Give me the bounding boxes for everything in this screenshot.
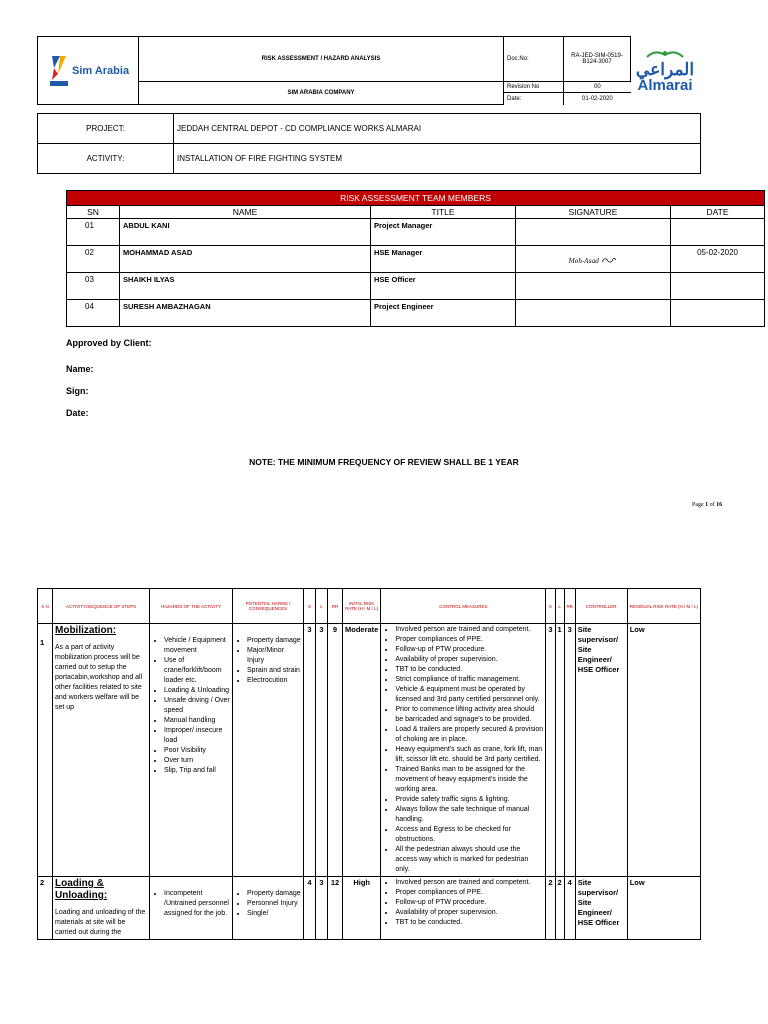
risk-sn: 1 (38, 624, 53, 877)
risk-header-l: L (316, 589, 328, 624)
team-header-sn: SN (67, 206, 120, 219)
team-sn: 02 (67, 246, 120, 273)
risk-hazards (150, 877, 233, 940)
team-name: SHAIKH ILYAS (120, 273, 371, 300)
harm-item: • Single/ (247, 909, 301, 919)
hazard-item: • Use of crane/forklift/boom loader etc. (164, 656, 230, 686)
page-total: 16 (716, 502, 723, 508)
risk-header-hazards: HAZARDS OF THE ACTIVITY (150, 589, 233, 624)
risk-activity-title: Mobilization: (55, 625, 117, 636)
risk-header-activity: ACTIVITY/SEQUENCE OF STEPS (53, 589, 150, 624)
team-row (67, 219, 765, 246)
risk-header-l2: L (555, 589, 564, 624)
hazard-item: • Improper/ insecure load (164, 726, 230, 746)
team-signature (516, 219, 671, 246)
team-title: Project Engineer (371, 300, 516, 327)
team-header-signature: SIGNATURE (516, 206, 671, 219)
control-item: • TBT to be conducted. (395, 665, 543, 675)
team-sn: 04 (67, 300, 120, 327)
control-item: • Availability of proper supervision. (395, 908, 543, 918)
almarai-leaf-icon (645, 49, 685, 59)
doc-no-value: RA-JED-SIM-0519-B124-3007 (564, 37, 631, 82)
hazard-item: • Loading & Unloading (164, 686, 230, 696)
page-of: of (709, 502, 715, 508)
page-number (692, 502, 722, 508)
team-signature (516, 273, 671, 300)
company-logo-cell (38, 37, 139, 105)
hazard-item: • Unsafe driving / Over speed (164, 696, 230, 716)
risk-residual-rate: Low (627, 624, 700, 877)
date-label: Date: (504, 93, 564, 105)
document-title: RISK ASSESSMENT / HAZARD ANALYSIS (139, 37, 504, 82)
activity-label: ACTIVITY: (38, 144, 174, 174)
approval-date-label: Date: (66, 408, 89, 418)
risk-header-s2: S (546, 589, 555, 624)
control-item: • Proper compliances of PPE. (395, 635, 543, 645)
approved-by-label: Approved by Client: (66, 338, 152, 348)
control-item: • Involved person are trained and competent. (395, 625, 543, 635)
hazard-item: • Manual handling (164, 716, 230, 726)
company-logo-text: Sim Arabia (72, 64, 130, 77)
risk-header-controls: CONTROL MEASURES (381, 589, 546, 624)
approval-name-label: Name: (66, 364, 94, 374)
risk-row (38, 877, 701, 940)
team-name: ABDUL KANI (120, 219, 371, 246)
risk-l2: 2 (555, 877, 564, 940)
risk-controller: Site supervisor/ Site Engineer/ HSE Officer (575, 624, 627, 877)
harm-item: • Electrocution (247, 676, 301, 686)
risk-header-rr2: RR (564, 589, 575, 624)
risk-harms (233, 624, 304, 877)
harm-item: • Property damage (247, 636, 301, 646)
sim-arabia-logo-icon (48, 54, 70, 88)
hazard-item: • Incompetent /Untrained personnel assigned for the job. (164, 889, 230, 919)
team-name: MOHAMMAD ASAD (120, 246, 371, 273)
team-row (67, 300, 765, 327)
control-item: • Always follow the safe technique of manual handling. (395, 805, 543, 825)
activity-value: INSTALLATION OF FIRE FIGHTING SYSTEM (174, 144, 701, 174)
risk-activity (53, 877, 150, 940)
control-item: • All the pedestrian always should use the access way which is marked for pedestrian only. (395, 845, 543, 875)
revision-value: 00 (564, 82, 631, 93)
control-item: • Follow-up of PTW procedure. (395, 645, 543, 655)
risk-header-s: S (304, 589, 316, 624)
control-item: • Heavy equipment's such as crane, fork lift, man lift, scissor lift etc. should be 3rd party certified. (395, 745, 543, 765)
signature-text: Moh-Asad (568, 257, 600, 265)
risk-header-harms: POTENTIAL HARMS / CONSEQUENCES (233, 589, 304, 624)
hazard-item: • Slip, Trip and fall (164, 766, 230, 776)
risk-rr: 12 (328, 877, 343, 940)
risk-residual-rate: Low (627, 877, 700, 940)
team-header-title: TITLE (371, 206, 516, 219)
risk-l: 3 (316, 877, 328, 940)
meta-subgrid (504, 82, 631, 105)
team-row (67, 246, 765, 273)
control-item: • Provide safety traffic signs & lighting. (395, 795, 543, 805)
team-date (671, 273, 765, 300)
risk-s: 3 (304, 624, 316, 877)
risk-controller: Site supervisor/ Site Engineer/ HSE Officer (575, 877, 627, 940)
harm-item: • Personnel Injury (247, 899, 301, 909)
risk-header-sn: S N (38, 589, 53, 624)
control-item: • Load & trailers are properly secured & provision of choking are in place. (395, 725, 543, 745)
control-item: • Access and Egress to be checked for obstructions. (395, 825, 543, 845)
control-item: • Availability of proper supervision. (395, 655, 543, 665)
team-banner: RISK ASSESSMENT TEAM MEMBERS (67, 191, 765, 206)
signature-scribble-icon (601, 256, 617, 264)
risk-controls (381, 624, 546, 877)
approval-sign-label: Sign: (66, 386, 89, 396)
risk-activity-desc: Loading and unloading of the materials at site will be carried out during the (55, 909, 146, 936)
risk-initial-rate: Moderate (343, 624, 381, 877)
team-members-table (66, 190, 765, 327)
document-subtitle: SIM ARABIA COMPANY (139, 82, 504, 105)
risk-assessment-table (37, 588, 701, 940)
control-item: • Proper compliances of PPE. (395, 888, 543, 898)
risk-s2: 2 (546, 877, 555, 940)
harm-item: • Property damage (247, 889, 301, 899)
team-date (671, 219, 765, 246)
date-value: 01-02-2020 (564, 93, 631, 105)
control-item: • Trained Banks man to be assigned for the movement of heavy equipment's inside the working area. (395, 765, 543, 795)
team-signature (516, 300, 671, 327)
risk-hazards (150, 624, 233, 877)
risk-sn: 2 (38, 877, 53, 940)
risk-s: 4 (304, 877, 316, 940)
project-info-table (37, 113, 701, 174)
client-logo-cell (631, 37, 700, 105)
hazard-item: • Poor Visibility (164, 746, 230, 756)
risk-activity-desc: As a part of activity mobilization process will be carried out to setup the portacabin,workshop and all other facilities related to site and workers welfare will be set up (55, 644, 143, 711)
team-header-date: DATE (671, 206, 765, 219)
team-row (67, 273, 765, 300)
risk-l2: 1 (555, 624, 564, 877)
client-logo-arabic: المراعي (635, 59, 695, 79)
team-title: Project Manager (371, 219, 516, 246)
team-sn: 01 (67, 219, 120, 246)
hazard-item: • Vehicle / Equipment movement (164, 636, 230, 656)
harm-item: • Sprain and strain (247, 666, 301, 676)
risk-rr2: 3 (564, 624, 575, 877)
project-label: PROJECT: (38, 114, 174, 144)
review-note: NOTE: THE MINIMUM FREQUENCY OF REVIEW SHALL BE 1 YEAR (249, 457, 519, 467)
team-date: 05-02-2020 (671, 246, 765, 273)
team-name: SURESH AMBAZHAGAN (120, 300, 371, 327)
team-sn: 03 (67, 273, 120, 300)
harm-item: • Major/Minor Injury (247, 646, 301, 666)
control-item: • Follow-up of PTW procedure. (395, 898, 543, 908)
control-item: • Strict compliance of traffic management. (395, 675, 543, 685)
risk-header-residual: RESIDUAL RISK RATE (H / M / L) (627, 589, 700, 624)
risk-controls (381, 877, 546, 940)
risk-row (38, 624, 701, 877)
page-current: 1 (705, 502, 709, 508)
project-value: JEDDAH CENTRAL DEPOT - CD COMPLIANCE WORKS ALMARAI (174, 114, 701, 144)
risk-initial-rate: High (343, 877, 381, 940)
control-item: • Involved person are trained and competent. (395, 878, 543, 888)
risk-rr2: 4 (564, 877, 575, 940)
page-prefix: Page (692, 502, 704, 508)
risk-header-controller: CONTROLLER (575, 589, 627, 624)
team-signature (516, 246, 671, 273)
document-header (37, 36, 699, 105)
risk-header-rr: RR (328, 589, 343, 624)
risk-harms (233, 877, 304, 940)
team-title: HSE Manager (371, 246, 516, 273)
risk-rr: 9 (328, 624, 343, 877)
team-header-name: NAME (120, 206, 371, 219)
risk-header-initial: INITAL RISK RATE (H / M / L) (343, 589, 381, 624)
risk-activity-title: Loading & Unloading: (55, 878, 108, 901)
revision-label: Revision No (504, 82, 564, 93)
hazard-item: • Over turn (164, 756, 230, 766)
risk-l: 3 (316, 624, 328, 877)
client-logo-latin: Almarai (637, 76, 693, 94)
control-item: • Prior to commence lifting activity area should be barricaded and signage's to be provided. (395, 705, 543, 725)
control-item: • TBT to be conducted. (395, 918, 543, 928)
risk-s2: 3 (546, 624, 555, 877)
team-date (671, 300, 765, 327)
risk-activity (53, 624, 150, 877)
doc-no-label: Doc.No: (504, 37, 564, 82)
control-item: • Vehicle & equipment must be operated by licensed and 3rd party certified personnel only. (395, 685, 543, 705)
team-title: HSE Officer (371, 273, 516, 300)
